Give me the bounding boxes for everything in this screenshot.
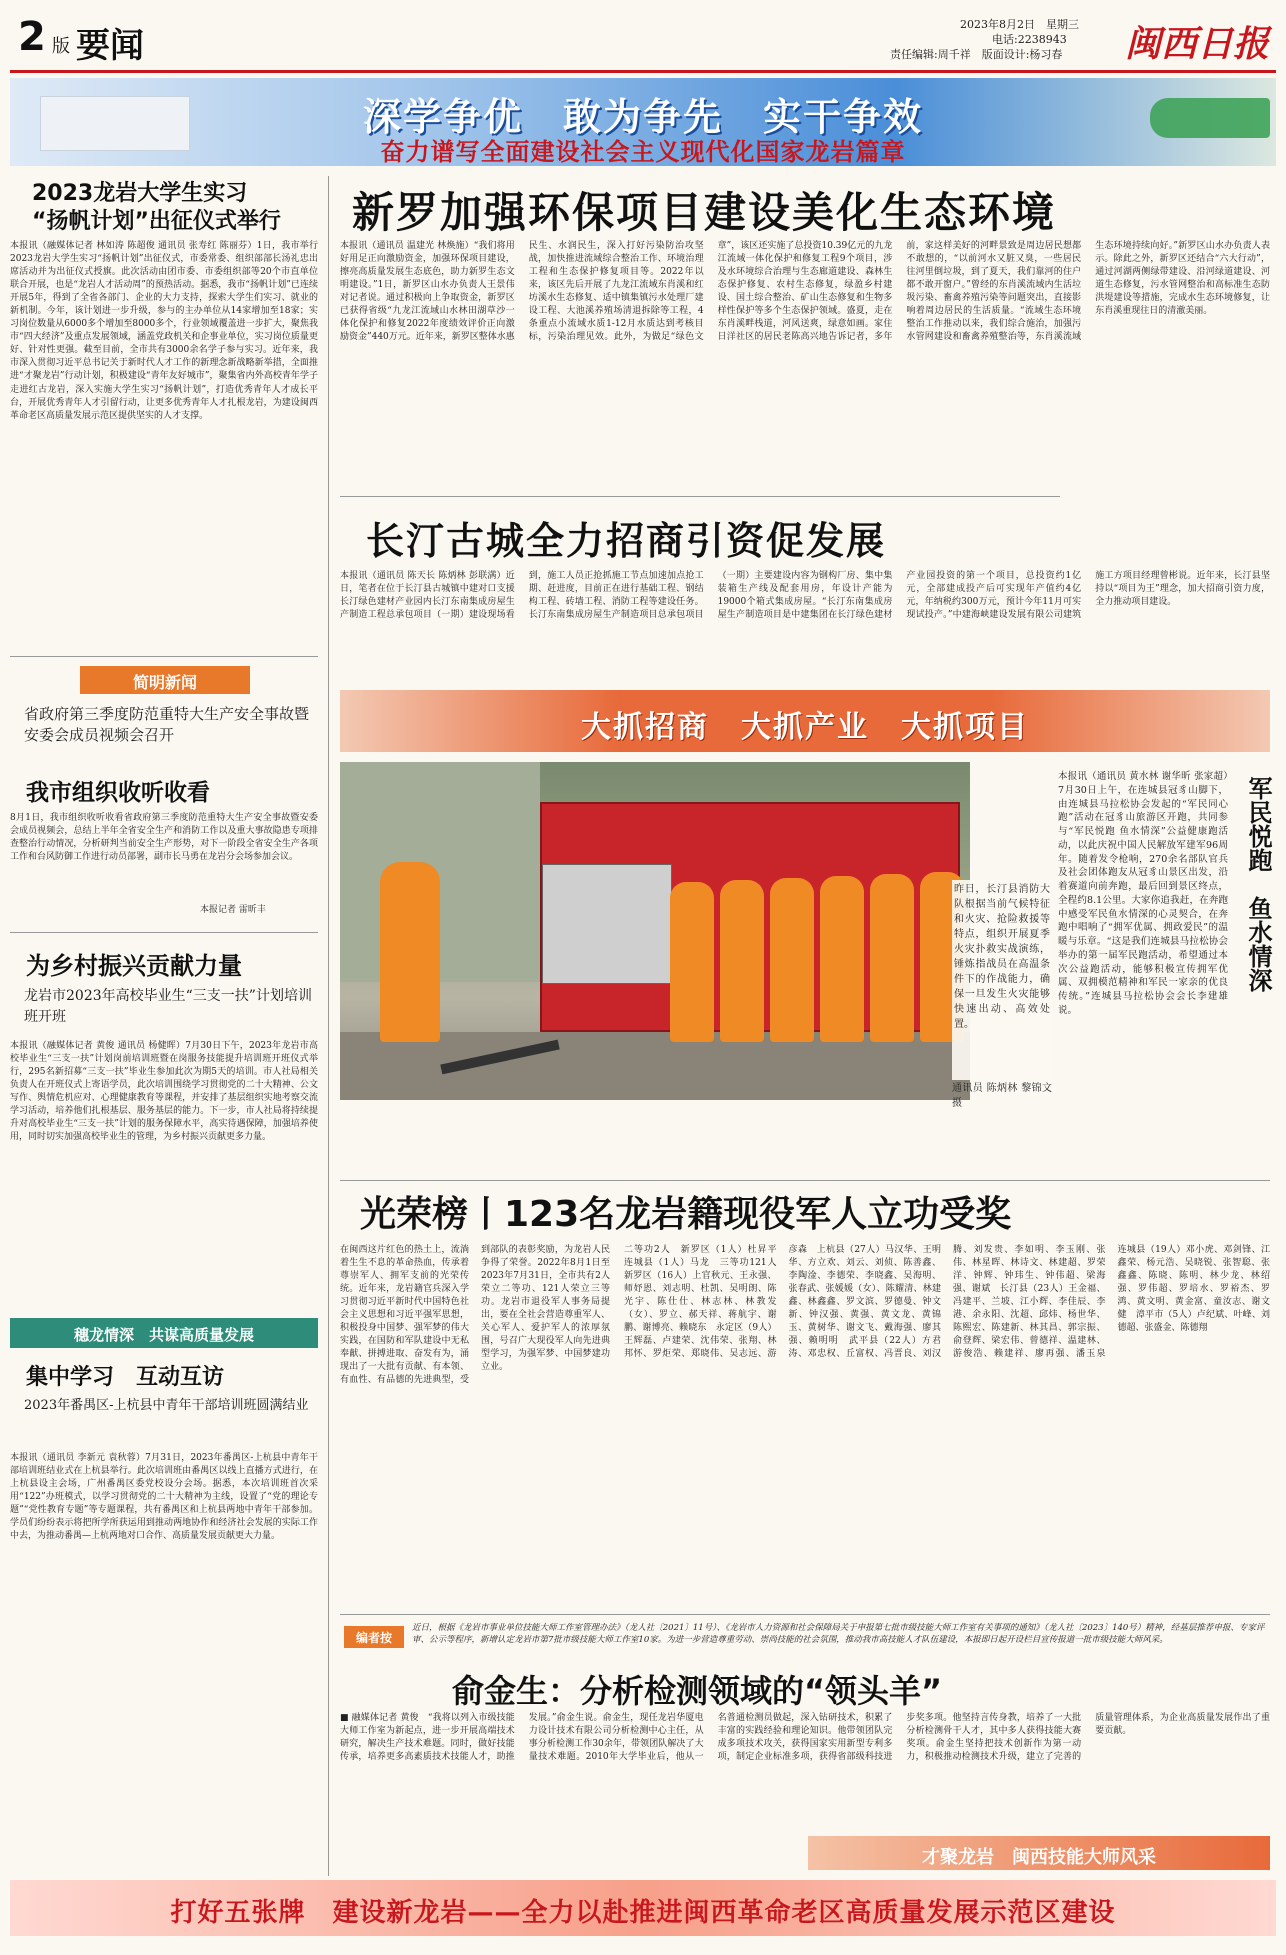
article3-body: 本报讯（通讯员 李新元 袁秋蓉）7月31日，2023年番禺区-上杭县中青年干部培训班结业式在上杭县举行。此次培训班由番禺区以线上直播方式进行，在上杭县设主会场，广州番禺区委党校设分会场。据悉，本次培训班首次采用“122”办班模式，以学习贯彻党的二十大精神为主线，设置了“党的理论专题”“党性教育专题”等专题课程，共有番禺区和上杭县两地中青年干部参加。学员们纷纷表示将把所学所获运用到推动两地协作和经济社会发展的实际工作中去，为推动番禺—上杭两地对口合作、高质量发展贡献更大力量。 xyxy=(10,1453,318,1542)
story4-title: 俞金生：分析检测领域的“领头羊” xyxy=(452,1672,943,1710)
editor-note-tag-label: 编者按 xyxy=(355,1631,392,1645)
issue-date: 2023年8月2日 星期三 xyxy=(960,18,1079,31)
brief1-title: 省政府第三季度防范重特大生产安全事故暨安委会成员视频会召开 xyxy=(24,705,310,744)
truck-equipment-bay xyxy=(542,864,672,984)
page-word: 版 xyxy=(52,36,70,57)
editor-note-text: 近日，根据《龙岩市事业单位技能大师工作室管理办法》（龙人社〔2021〕11号）、《龙岩市人力资源和社会保障局关于申报第七批市级技能大师工作室有关事项的通知》（龙人社〔2023〕140号）精神，经基层推荐申报、专家评审、公示等程序，新增认定龙岩市第7批市级技能大师工作室10家。为进一步营造尊重劳动、崇尚技能的社会氛围，推动我市高技能人才队伍建设，本报即日起开设栏目宣传报道一批市级技能大师风采。 xyxy=(412,1623,1265,1646)
brief2-title: 我市组织收听收看 xyxy=(26,780,210,806)
ground xyxy=(340,1032,970,1100)
page-number: 2 xyxy=(18,14,46,60)
building-wall xyxy=(340,762,540,982)
section-name: 要闻 xyxy=(76,26,144,66)
article3-subtitle: 2023年番禺区-上杭县中青年干部培训班圆满结业 xyxy=(24,1398,309,1413)
article1-title-line2: “扬帆计划”出征仪式举行 xyxy=(32,209,281,234)
left-column xyxy=(10,176,322,1886)
masthead xyxy=(0,0,1286,84)
bottom-slogan-text: 打好五张牌 建设新龙岩——全力以赴推进闽西革命老区高质量发展示范区建设 xyxy=(170,1898,1116,1928)
story4-corner-tag xyxy=(808,1836,1270,1870)
divider xyxy=(340,496,1060,497)
bottom-slogan-banner xyxy=(10,1880,1276,1936)
tag3-banner xyxy=(10,1318,318,1348)
firefighter-figure xyxy=(770,878,814,1042)
photo-credit: 通讯员 陈炳林 黎锦文 摄 xyxy=(952,1083,1052,1109)
brief-tag-label: 简明新闻 xyxy=(132,673,197,692)
divider xyxy=(340,1180,1270,1181)
story4-corner-tag-label: 才聚龙岩 闽西技能大师风采 xyxy=(922,1847,1156,1868)
editor-note-tag xyxy=(344,1626,404,1648)
article2-subtitle: 龙岩市2023年高校毕业生“三支一扶”计划培训班开班 xyxy=(24,988,312,1025)
story1-title: 新罗加强环保项目建设美化生态环境 xyxy=(352,188,1057,237)
firefighter-figure xyxy=(870,874,914,1042)
article2-body: 本报讯（融媒体记者 黄俊 通讯员 杨健晖）7月30日下午，2023年龙岩市高校毕业生“三支一扶”计划岗前培训班暨在岗服务技能提升培训班开班仪式举行，295名新招募“三支一扶”毕业生参加此次为期5天的培训。市人社局相关负责人在开班仪式上寄语学员，此次培训围绕学习贯彻党的二十大精神、公文写作、舆情危机应对、心理健康教育等课程，并安排了基层组织实地考察交流学习活动，培养他们扎根基层、服务基层的能力。下一步，市人社局将持续提升对高校毕业生“三支一扶”计划的服务保障水平，高实待遇保障，加强培养使用，同时切实加强高校毕业生的管理，为乡村振兴贡献更多力量。 xyxy=(10,1041,318,1143)
article3-title: 集中学习 互动互访 xyxy=(26,1365,225,1390)
slogan-line1: 深学争优 敢为争先 实干争效 xyxy=(362,95,923,139)
firefighter-figure xyxy=(380,862,440,1042)
brief2-sign: 本报记者 雷昕丰 xyxy=(200,905,266,915)
firefighter-figure xyxy=(820,876,864,1042)
story3-body: 在闽西这片红色的热土上，流淌着生生不息的革命热血，传承着尊崇军人、拥军支前的光荣传统。近年来，龙岩籍官兵深入学习贯彻习近平新时代中国特色社会主义思想和习近平强军思想，积极投身中国梦、强军梦的伟大实践，在国防和军队建设中无私奉献、拼搏进取、奋发有为，涌现出了一大批有贡献、有本领、有血性、有品德的先进典型，受到部队的表彰奖励，为龙岩人民争得了荣誉。2022年8月1日至2023年7月31日，全市共有2人荣立二等功、121人荣立三等功。龙岩市退役军人事务局提出，要在全社会营造尊重军人、关心军人、爱护军人的浓厚氛围，号召广大现役军人向先进典型学习，为强军梦、中国梦建功立业。 xyxy=(340,1245,610,1386)
paper-name-logo: 闽西日报 xyxy=(1125,23,1270,65)
article2-title: 为乡村振兴贡献力量 xyxy=(26,952,242,980)
story4-body: ■ 融媒体记者 黄俊 “我将以列入市级技能大师工作室为新起点，进一步开展高端技术研究，解决生产技术难题。同时，做好技能传承，培养更多高素质技术技能人才，助推发展。”俞金生说。俞金生，现任龙岩华厦电力设计技术有限公司分析检测中心主任，从事分析检测工作30余年，带领团队解决了大量技术难题。2010年大学毕业后，他从一名普通检测员做起，深入钻研技术，积累了丰富的实践经验和理论知识。他带领团队完成多项技术攻关，获得国家实用新型专利多项，制定企业标准多项，获得省部级科技进步奖多项。他坚持言传身教，培养了一大批分析检测骨干人才，其中多人获得技能大赛奖项。俞金生坚持把技术创新作为第一动力，积极推动检测技术升级，建立了完善的质量管理体系，为企业高质量发展作出了重要贡献。 xyxy=(340,1713,1270,1763)
firefighter-drill-photo xyxy=(340,762,970,1100)
divider xyxy=(10,656,318,657)
story3-award-list: 二等功2人 新罗区（1人）杜昇平 连城县（1人）马龙 三等功121人 新罗区（16人）上官秋元、王永强、师妤恩、刘志明、杜凯、吴明朗、陈光宇、陈仕仕、林志林、林教发（女）、罗立、郝天祥、蒋航宇、谢鹏、谢博亮、赖晓东 永定区（9人）王辉磊、卢建荣、沈伟荣、张翔、林邦怀、罗炬荣、郑晓伟、吴志远、游彦森 上杭县（27人）马汉华、王明华、方立欢、刘云、刘侦、陈善鑫、李陶淦、李德荣、李晓鑫、吴海明、张春武、张媛媛（女）、陈耀清、林建鑫、林鑫鑫、罗文滨、罗德曼、钟文新、钟汉强、黄强、黄文龙、黄锦玉、黄树华、谢文飞、戴海强、廖其强、赖明明 武平县（22人）方君涛、邓忠权、丘富权、冯晋良、刘汉腾、刘发贵、李如明、李玉刚、张伟、林星晖、林诗文、林建超、罗荣洋、钟辉、钟玮生、钟伟超、梁海强、谢斌 长汀县（23人）王金福、冯建平、兰坡、江小辉、李佳辰、李港、余永阳、沈超、邱炜、杨世华、陈熙宏、陈建新、林其昌、郭宗振、俞登辉、梁宏伟、曾德祥、温建林、游俊浩、赖建祥、廖再强、潘玉泉 连城县（19人）邓小虎、邓剑锋、江鑫荣、杨元浩、吴晓锐、张智聪、张鑫鑫、陈晓、陈明、林少龙、林绍强、罗伟超、罗培水、罗裕杰、罗鸿、黄文明、黄金富、童汝志、谢文健 漳平市（5人）卢纪斌、叶峰、刘德超、张盛金、陈德翔 xyxy=(624,1245,1270,1360)
brief2-body: 8月1日，我市组织收听收看省政府第三季度防范重特大生产安全事故暨安委会成员视频会，总结上半年全省安全生产和消防工作以及重大事故隐患专项排查整治行动情况，分析研判当前安全生产形势，对下一阶段全省安全生产各项工作和台风防御工作进行动员部署，副市长马勇在龙岩分会场参加会议。 xyxy=(10,813,318,863)
photo-caption: 昨日，长汀县消防大队根据当前气候特征和火灾、抢险救援等特点，组织开展夏季火灾扑救实战演练，锤炼指战员在高温条件下的作战能力，确保一旦发生火灾能够快速出动、高效处置。 xyxy=(952,880,1052,1080)
side-story-title: 军民悦跑 鱼水情深 xyxy=(1244,776,1272,992)
article1-body: 本报讯（融媒体记者 林如涛 陈超俊 通讯员 张寿红 陈丽芬）1日，我市举行2023龙岩大学生实习“扬帆计划”出征仪式，市委常委、组织部部长汤礼忠出席活动并为出征仪式授旗。此次活动由团市委、市委组织部等20个市直单位联合开展，也是“龙岩人才活动周”的预热活动。据悉，我市“扬帆计划”已连续开展5年，得到了全省各部门、企业的大力支持，探索大学生们实习、就业的新机制。今年，该计划进一步升级，参与的主办单位从14家增加至18家；实习岗位数量从6000多个增加至8000多个，行业领域覆盖进一步扩大，聚焦我市“四大经济”及重点发展领域，涵盖党政机关和企事业单位，实习岗位质量更好、针对性更强。截至目前，全市共有3000余名学子参与实习。近年来，我市深入贯彻习近平总书记关于新时代人才工作的新理念新战略新举措，全面推进“才聚龙岩”行动计划，积极建设“青年友好城市”，聚集省内外高校青年学子走进红古龙岩，深入实施大学生实习“扬帆计划”，打造优秀青年人才成长平台，开展优秀青年人才引留行动，让更多优秀青年人才扎根龙岩，为建设闽西革命老区高质量发展示范区提供坚实的人才支撑。 xyxy=(10,241,318,421)
firefighter-figure xyxy=(670,882,714,1042)
top-slogan-banner xyxy=(10,78,1276,166)
divider xyxy=(340,1614,1270,1615)
mid-slogan-text: 大抓招商 大抓产业 大抓项目 xyxy=(581,710,1029,745)
side-story-body: 本报讯（通讯员 黄水林 谢华昕 张家超）7月30日上午，在连城县冠豸山脚下，由连城县马拉松协会发起的“军民同心跑”活动在冠豸山旅游区开跑，共同参与“军民悦跑 鱼水情深”公益健康跑活动，以此庆祝中国人民解放军建军96周年。随着发令枪响，270余名部队官兵及社会团体跑友从冠豸山景区出发，沿着赛道向前奔跑，最后回到景区终点，全程约8.1公里。大家你追我赶，在奔跑中感受军民鱼水情深的心灵契合，在奔跑中唱响了“拥军优属、拥政爱民”的温暖与乐章。“这是我们连城县马拉松协会举办的第一届军民跑活动，希望通过本次公益跑活动，能够积极宣传拥军优属、双拥模范精神和军民一家亲的优良传统。”连城县马拉松协会会长李建雄说。 xyxy=(1058,771,1228,1017)
brief-tag xyxy=(80,666,250,694)
firefighter-figure xyxy=(720,880,764,1042)
masthead-rule xyxy=(10,70,1276,73)
story1-body: 本报讯（通讯员 温建光 林焕施）“我们将用好用足正向激励资金，加强环保项目建设，擦亮高质量发展生态底色，助力新罗生态文明建设。”1日，新罗区山水办负责人王景伟对记者说。通过积极向上争取资金，新罗区已获得省级“九龙江流域山水林田湖草沙一体化保护和修复2022年度绩效评价正向激励资金”440万元。近年来，新罗区整体水惠民生、水润民生，深入打好污染防治攻坚战，加快推进流域综合整治工作、环境治理工程和生态保护修复项目等。2022年以来，该区先后开展了九龙江流域东肖溪和红坊溪水生态修复、适中镇集镇污水处理厂建设工程、大池溪养殖场清退拆除等工程，4条重点小流域水质1-12月水质达到考核目标，污染治理见效。此外，为做足“绿色文章”，该区还实施了总投资10.39亿元的九龙江流域一体化保护和修复工程9个项目，涉及水环境综合治理与生态廊道建设、森林生态保护修复、农村生态修复，绿盈乡村建设、国土综合整治、矿山生态修复和生物多样性保护等多个生态保护领域。盛夏，走在东肖溪畔栈道，河风送爽，绿意如画。家住日洋社区的居民老陈高兴地告诉记者，多年前，家这样美好的河畔景致是周边居民想都不敢想的，“以前河水又脏又臭，一些居民往河里倒垃圾，到了夏天，我们靠河的住户都不敢开窗户。”曾经的东肖溪流域内生活垃圾污染、畜禽养殖污染等问题突出，直接影响着周边居民的生活质量。“流域生态环境整治工作推动以来，我们综合施治，加强污水管网建设和畜禽养殖整治等，东肖溪流域生态环境持续向好。”新罗区山水办负责人表示。除此之外，新罗区还结合“六大行动”，通过河湖两侧绿带建设、沿河绿道建设、河道生态修复，污水管网整治和高标准生态防洪堤建设等措施，完成水生态环境修复，让东肖溪重现往日的清澈美丽。 xyxy=(340,241,1270,343)
tag3-label: 穗龙情深 共谋高质量发展 xyxy=(73,1326,254,1344)
phone: 电话:2238943 xyxy=(992,33,1067,46)
story3-title: 光荣榜丨123名龙岩籍现役军人立功受奖 xyxy=(360,1194,1012,1235)
story2-body: 本报讯（通讯员 陈天长 陈炳林 彭联满）近日，笔者在位于长汀县古城镇中建对口支援长汀绿色建材产业园内长汀东南集成房屋生产制造工程总承包项目（一期）建设现场看到，施工人员正抢抓施工节点加速加点抢工期、赶进度，目前正在进行基础工程、钢结构工程、砖墙工程、消防工程等建设任务。长汀东南集成房屋生产制造项目总承包项目（一期）主要建设内容为钢构厂房、集中集装箱生产线及配套用房，年设计产能为19000个箱式集成房屋。“长汀东南集成房屋生产制造项目是中建集团在长汀绿色建材产业园投资的第一个项目，总投资约1亿元，全部建成投产后可实现年产值约4亿元，年纳税约300万元，预计今年11月可实现试投产。”中建海峡建设发展有限公司建筑施工方项目经理曾彬说。近年来，长汀县坚持以“项目为王”理念，加大招商引资力度，全力推动项目建设。 xyxy=(340,571,1270,621)
mid-slogan-banner xyxy=(340,690,1270,752)
column-rule xyxy=(328,176,329,1876)
article1-title-line1: 2023龙岩大学生实习 xyxy=(32,181,248,206)
slogan-line2: 奋力谱写全面建设社会主义现代化国家龙岩篇章 xyxy=(380,138,906,166)
editors: 责任编辑:周千祥 版面设计:杨习春 xyxy=(890,48,1063,61)
story2-title: 长汀古城全力招商引资促发展 xyxy=(366,519,887,563)
divider xyxy=(10,932,318,933)
